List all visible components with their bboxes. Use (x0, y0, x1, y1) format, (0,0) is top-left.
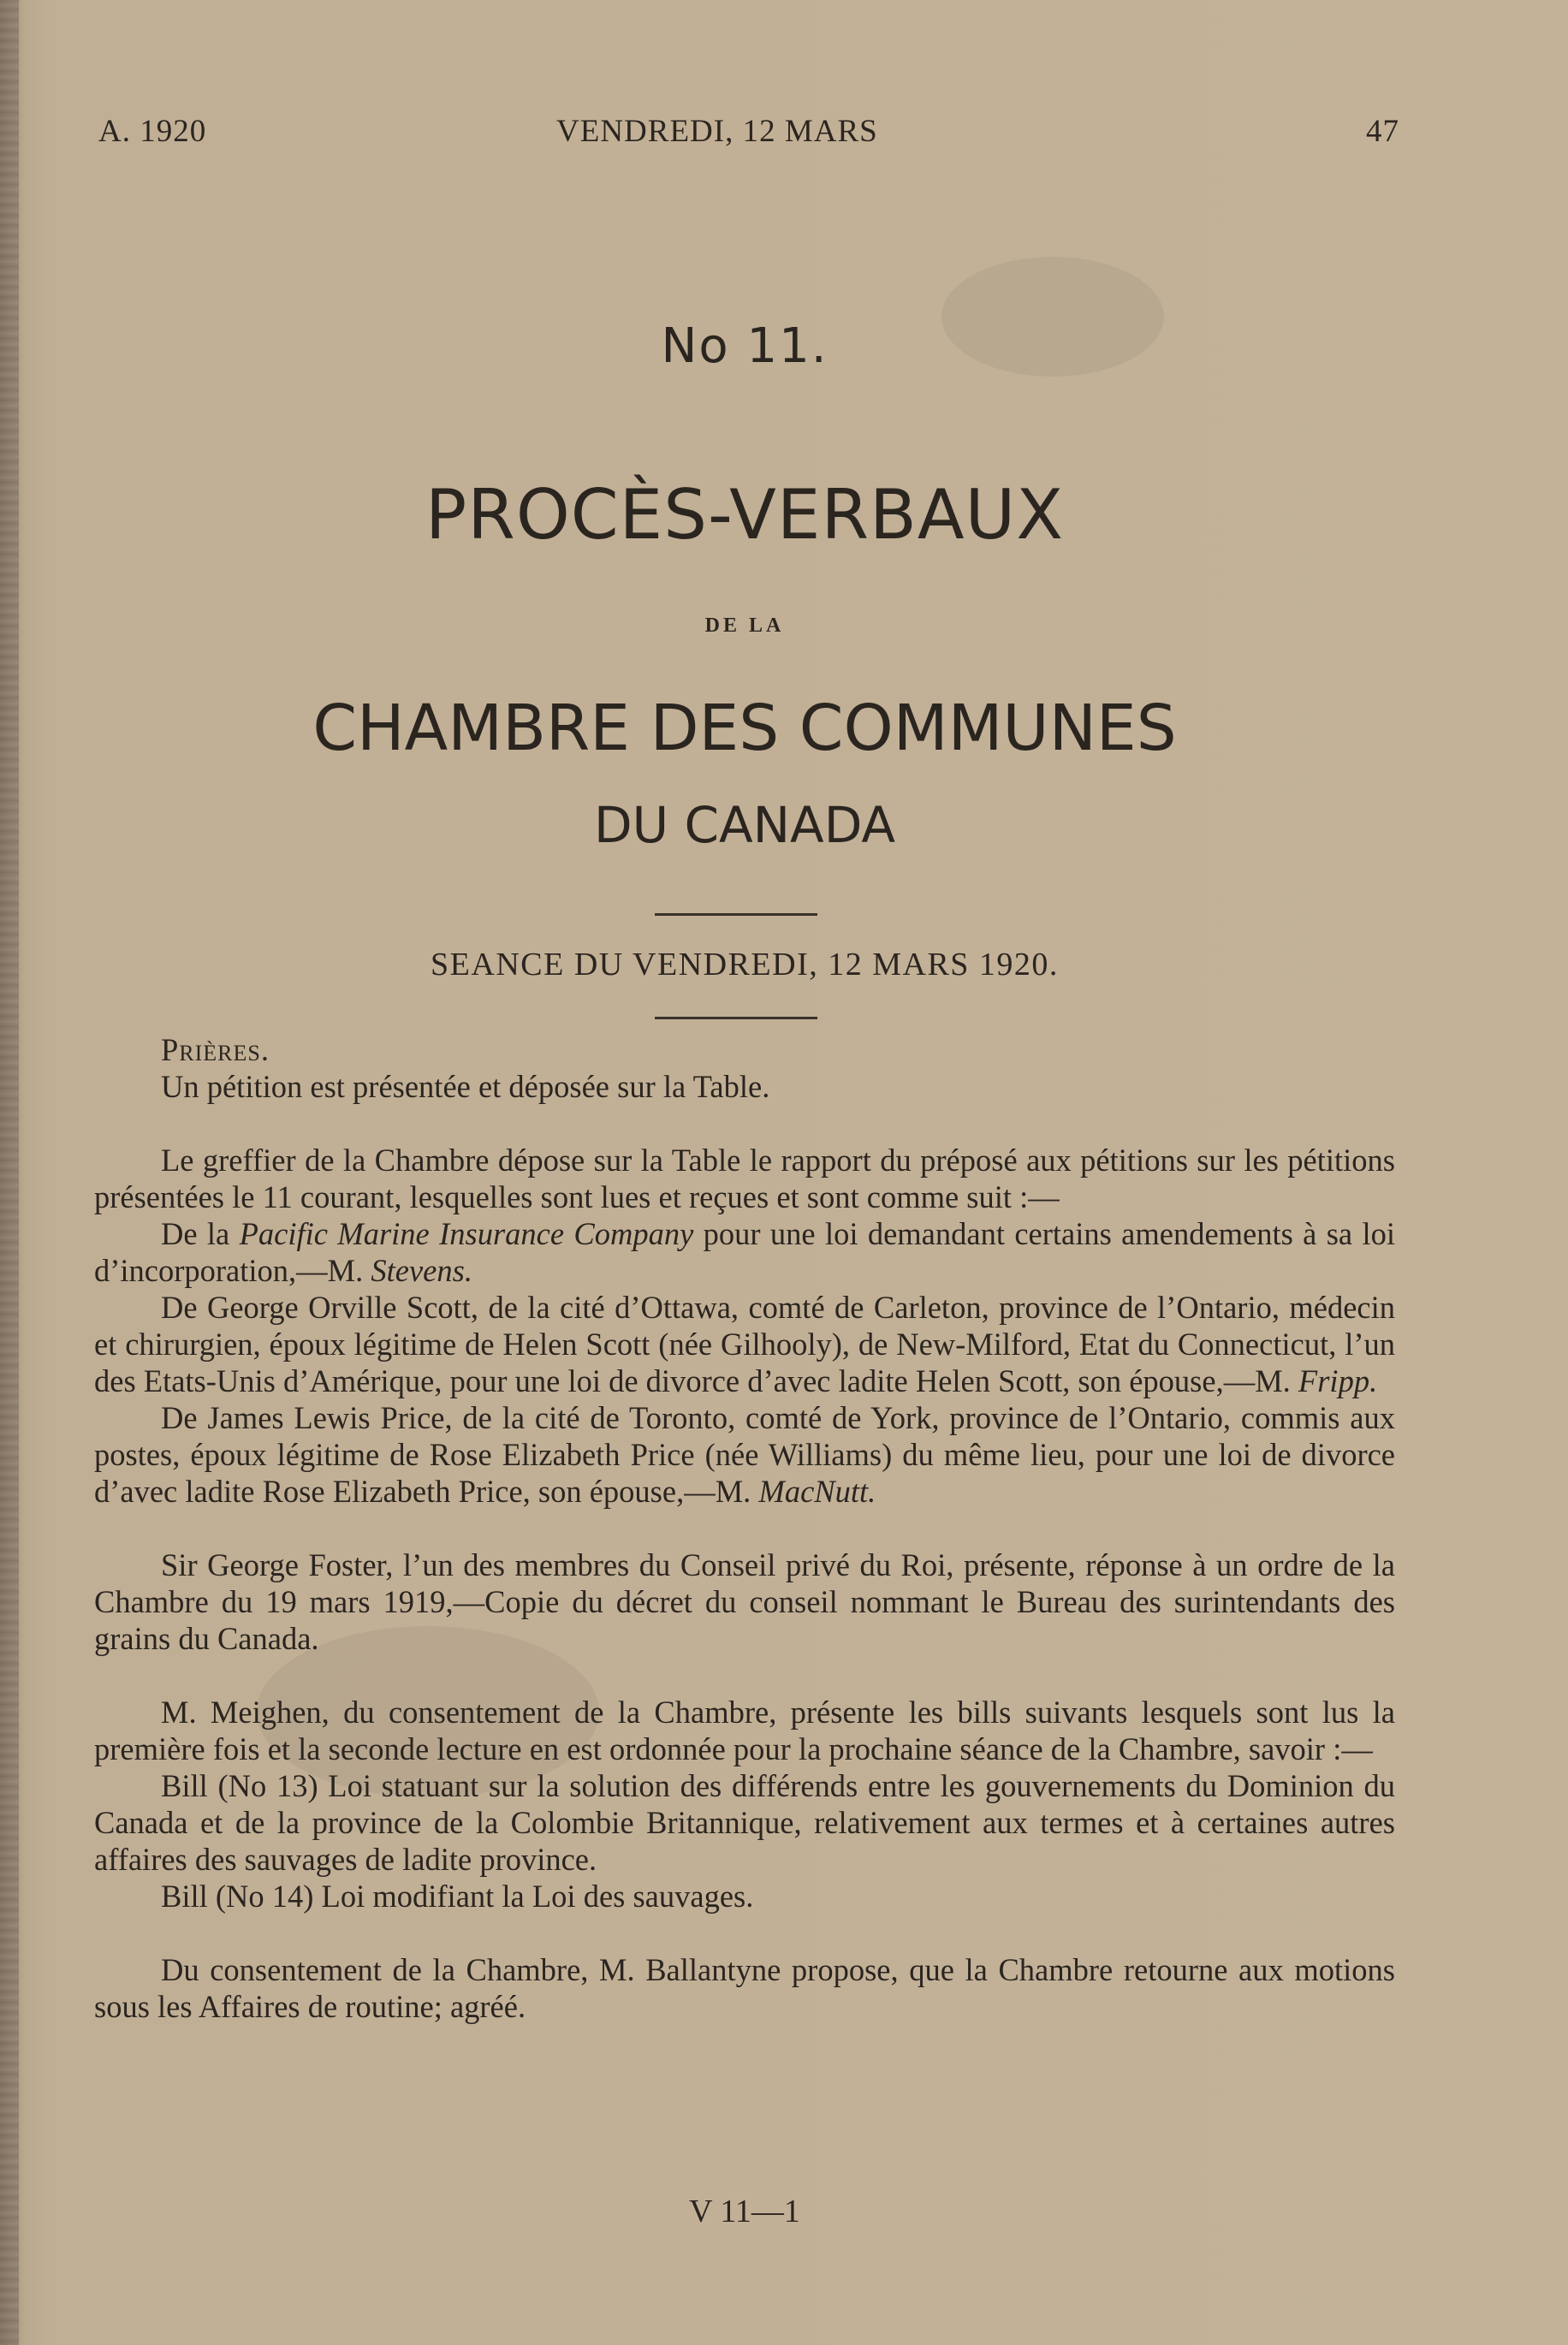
paragraph-bill-14: Bill (No 14) Loi modifiant la Loi des sauvages. (161, 1879, 754, 1914)
paragraph-meighen: M. Meighen, du consentement de la Chambre, présente les bills suivants lesquels sont lus la première fois et la seconde lecture en est ordonnée pour la prochaine séance de la Chambre, savoir :— (94, 1695, 1395, 1766)
signature-mark: V 11—1 (689, 2194, 800, 2229)
member-name: Stevens. (371, 1253, 472, 1288)
paragraph-petition: Un pétition est présentée et déposée sur la Table. (161, 1069, 770, 1104)
divider (655, 1017, 817, 1019)
header-date: VENDREDI, 12 MARS (556, 114, 878, 149)
paragraph-bill-13: Bill (No 13) Loi statuant sur la solution des différends entre les gouvernements du Dominion du Canada et de la province de la Colombie Britannique, relativement aux termes et à certaines autres affaires des sauvages de ladite province. (94, 1768, 1395, 1877)
body-text (94, 1031, 1395, 2025)
paragraph-greffier: Le greffier de la Chambre dépose sur la Table le rapport du préposé aux pétitions sur les pétitions présentées le 11 courant, lesquelles sont lues et reçues et sont comme suit :— (94, 1143, 1395, 1214)
running-header (98, 113, 1399, 156)
text-run: De la (161, 1216, 240, 1251)
prayers-heading: Prières. (161, 1032, 270, 1067)
paragraph-ballantyne: Du consentement de la Chambre, M. Ballantyne propose, que la Chambre retourne aux motions sous les Affaires de routine; agréé. (94, 1952, 1395, 2024)
text-run: De James Lewis Price, de la cité de Toronto, comté de York, province de l’Ontario, commis aux postes, époux légitime de Rose Elizabeth Price (née Williams) du même lieu, pour une loi de divorce d’avec ladite Rose Elizabeth Price, son épouse,—M. (94, 1400, 1395, 1509)
member-name: MacNutt. (758, 1474, 876, 1509)
paragraph-price (94, 1399, 1395, 1510)
paragraph-pacific (94, 1215, 1395, 1289)
paragraph-scott (94, 1289, 1395, 1399)
institution-title: CHAMBRE DES COMMUNES (312, 692, 1177, 765)
text-run: pour une loi demandant certains amendements à sa loi d’incorporation,—M. (94, 1216, 1395, 1288)
member-name: Fripp. (1298, 1363, 1378, 1398)
title-connector: DE LA (704, 614, 785, 637)
session-heading: SEANCE DU VENDREDI, 12 MARS 1920. (431, 947, 1059, 983)
divider (655, 913, 817, 916)
country-title: DU CANADA (593, 796, 896, 854)
header-year: A. 1920 (98, 114, 207, 149)
issue-number: No 11. (661, 318, 829, 374)
page-title: PROCÈS-VERBAUX (425, 475, 1064, 555)
page-number: 47 (1366, 114, 1399, 149)
company-name: Pacific Marine Insurance Company (239, 1216, 694, 1251)
text-run: De George Orville Scott, de la cité d’Ottawa, comté de Carleton, province de l’Ontario, médecin et chirurgien, époux légitime de Helen Scott (née Gilhooly), de New-Milford, Etat du Connecticut, l’un des Etats-Unis d’Amérique, pour une loi de divorce d’avec ladite Helen Scott, son épouse,—M. (94, 1290, 1395, 1398)
paragraph-foster: Sir George Foster, l’un des membres du Conseil privé du Roi, présente, réponse à un ordre de la Chambre du 19 mars 1919,—Copie du décret du conseil nommant le Bureau des surintendants des grains du Canada. (94, 1547, 1395, 1656)
